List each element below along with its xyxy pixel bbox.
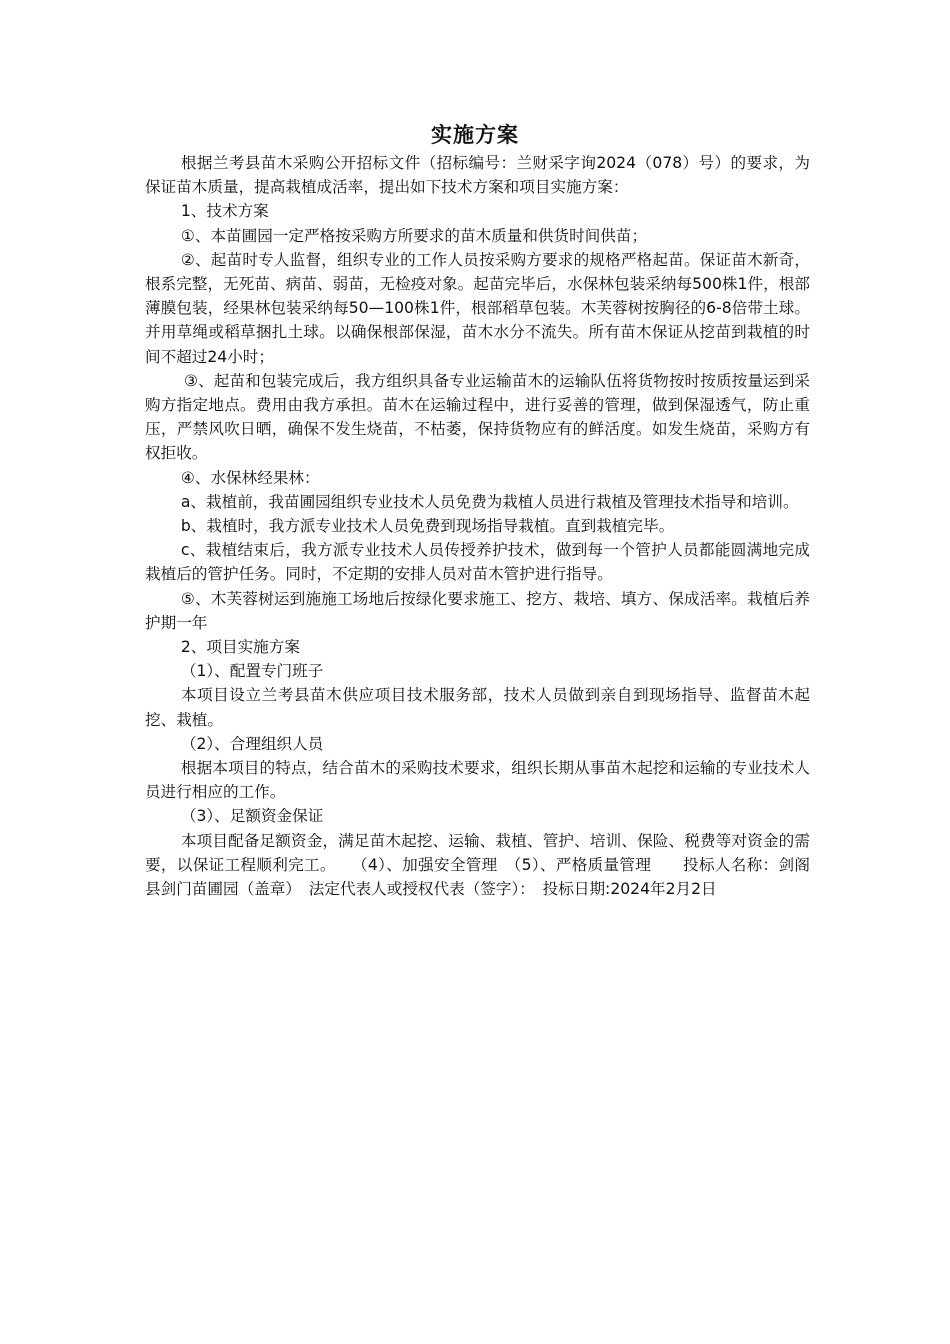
impl-2-text: 根据本项目的特点，结合苗木的采购技术要求，组织长期从事苗木起挖和运输的专业技术人员进行相应的工作。 — [145, 759, 810, 802]
impl-2-heading: （2）、合理组织人员 — [180, 734, 324, 753]
impl-3-heading: （3）、足额资金保证 — [180, 807, 324, 826]
impl-5-heading: （5）、严格质量管理 — [513, 855, 652, 874]
impl-4-heading: （4）、加强安全管理 — [359, 855, 498, 874]
impl-1-text: 本项目设立兰考县苗木供应项目技术服务部，技术人员做到亲自到现场指导、监督苗木起挖、栽植。 — [145, 686, 810, 729]
section2-heading: 2、项目实施方案 — [180, 638, 300, 657]
tech-item-2: ②、起苗时专人监督，组织专业的工作人员按采购方要求的规格严格起苗。保证苗木新奇，根系完整，无死苗、病苗、弱苗，无检疫对象。起苗完毕后，水保林包装采纳每500株1件，根部薄膜包装，经果林包装采纳每50—100株1件，根部稻草包装。木芙蓉树按胸径的6-8倍带土球。并用草绳或稻草捆扎土球。以确保根部保湿，苗木水分不流失。所有苗木保证从挖苗到栽植的时间不超过24小时； — [145, 250, 810, 366]
tech-item-1: ①、本苗圃园一定严格按采购方所要求的苗木质量和供货时间供苗； — [180, 226, 648, 245]
bidder-label: 投标人名称： — [683, 855, 779, 874]
tech-item-4-c: c、栽植结束后，我方派专业技术人员传授养护技术，做到每一个管护人员都能圆满地完成栽植后的管护任务。同时，不定期的安排人员对苗木管护进行指导。 — [145, 541, 810, 584]
tech-item-3: ③、起苗和包装完成后，我方组织具备专业运输苗木的运输队伍将货物按时按质按量运到采购方指定地点。费用由我方承担。苗木在运输过程中，进行妥善的管理，做到保湿透气，防止重压，严禁风吹日晒，确保不发生烧苗，不枯萎，保持货物应有的鲜活度。如发生烧苗，采购方有权拒收。 — [145, 371, 810, 463]
intro-paragraph: 根据兰考县苗木采购公开招标文件（招标编号：兰财采字询2024（078）号）的要求，为保证苗木质量，提高栽植成活率，提出如下技术方案和项目实施方案： — [145, 154, 810, 197]
tech-item-4-b: b、栽植时，我方派专业技术人员免费到现场指导栽植。直到栽植完毕。 — [180, 517, 675, 536]
impl-1-heading: （1）、配置专门班子 — [180, 662, 324, 681]
bid-date-label: 投标日期: — [542, 880, 611, 899]
document-body — [145, 151, 810, 901]
impl-3-text: 本项目配备足额资金，满足苗木起挖、运输、栽植、管护、培训、保险、税费等对资金的需要，以保证工程顺利完工。 — [145, 831, 810, 874]
tech-item-4-a: a、栽植前，我苗圃园组织专业技术人员免费为栽植人员进行栽植及管理技术指导和培训。 — [180, 492, 799, 511]
tech-item-4-heading: ④、水保林经果林： — [180, 468, 320, 487]
document-title: 实施方案 — [431, 122, 519, 147]
closing-paragraph — [145, 829, 810, 902]
bid-date-value: 2024年2月2日 — [610, 880, 717, 899]
bidder-name: 剑阁县剑门苗圃园（盖章） — [145, 855, 810, 899]
representative-label: 法定代表人或授权代表（签字）： — [308, 880, 528, 899]
section1-heading: 1、技术方案 — [180, 202, 269, 221]
tech-item-5: ⑤、木芙蓉树运到施施工场地后按绿化要求施工、挖方、栽培、填方、保成活率。栽植后养护期一年 — [145, 589, 810, 632]
